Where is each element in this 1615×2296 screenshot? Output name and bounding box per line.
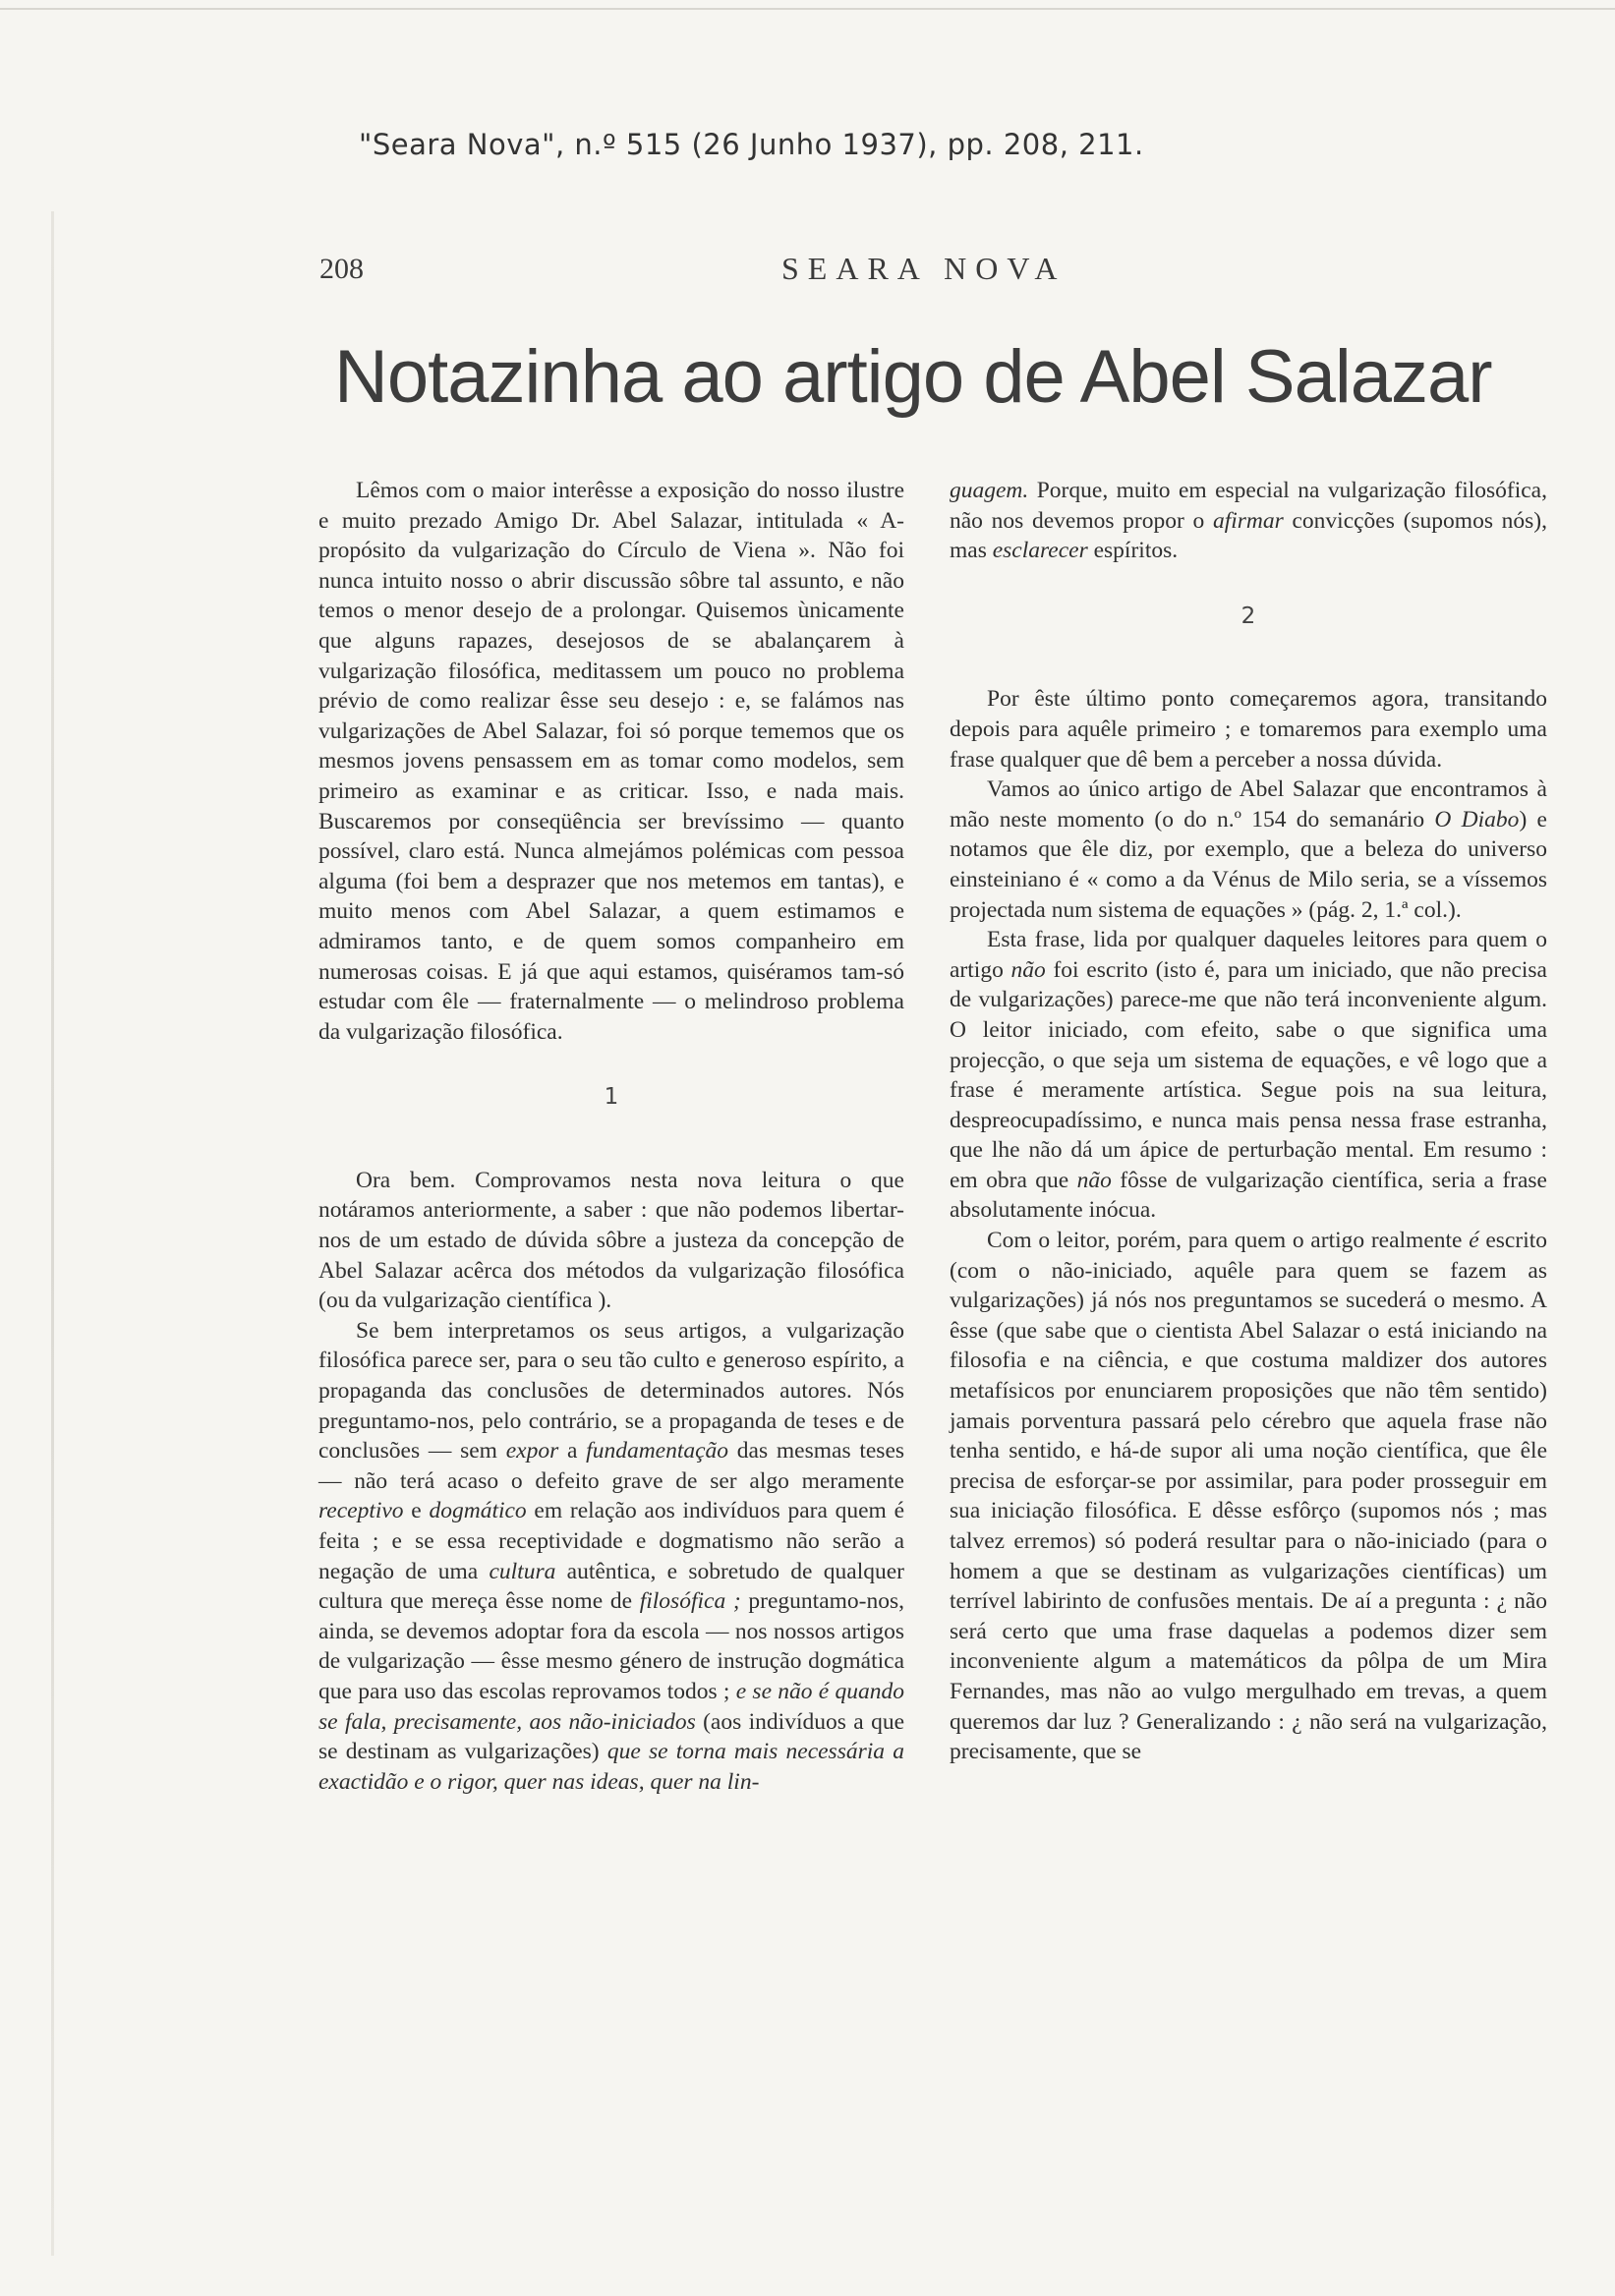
text-run: ) e notamos que êle diz, por exemplo, que a beleza do universo einsteiniano é « como a da Vénus de Milo seria, se a víssemos projectada num sistema de equações » (pág. 2, 1.ª col.). [950,806,1547,923]
section-2-paragraph-2 [950,775,1547,925]
section-1-paragraph-2 [318,1316,904,1798]
left-column [318,476,904,1797]
emphasis-filosofica: filosófica ; [639,1588,741,1615]
right-column [950,476,1547,1767]
emphasis-nao: não [1076,1167,1112,1193]
section-number-2: 2 [1240,603,1256,629]
text-run: Esta frase, lida por qualquer daqueles leitores para quem o artigo [950,927,1547,983]
emphasis-receptivo: receptivo [318,1498,404,1524]
section-1-paragraph-1: Ora bem. Comprovamos nesta nova leitura o que notáramos anteriormente, a saber : que não podemos libertar-nos de um estado de dúvida sôbre a justeza da concepção de Abel Salazar acêrca dos métodos da vulgarização filosófica (ou da vulgarização científica ). [318,1167,904,1314]
continued-paragraph [950,476,1547,566]
text-run: fôsse de vulgarização científica, seria a frase absolutamente inócua. [950,1167,1547,1224]
section-2-paragraph-1: Por êste último ponto começaremos agora, transitando depois para aquêle primeiro ; e tomaremos para exemplo uma frase qualquer que dê bem a perceber a nossa dúvida. [950,686,1547,773]
text-run: convicções (supomos nós), mas [950,507,1548,564]
emphasis-dogmatico: dogmático [429,1498,527,1524]
emphasis-o-diabo: O Diabo [1434,806,1520,832]
text-run: escrito (com o não-iniciado, aquêle para quem se fazem as vulgarizações) já nós nos preguntamos se sucederá o mesmo. A êsse (que sabe que o cientista Abel Salazar o está iniciando na filosofia e na ciência, e que costuma maldizer dos autores metafísicos por enunciarem proposições que não têm sentido) jamais porventura passará pelo cérebro que aquela frase não tenha sentido, e há-de supor ali uma noção científica, que êle precisa de esforçar-se por assimilar, para poder prosseguir em sua iniciação filosófica. E dêsse esfôrço (supomos nós ; mas talvez erremos) só poderá resultar para o não-iniciado (para o homem a que se destinam as vulgarizações científicas) um terrível labirinto de confusões mentais. De aí a pregunta : ¿ não será certo que uma frase daquelas a podemos dizer sem inconveniente algum a matemáticos da pôlpa de um Mira Fernandes, mas não ao vulgo mergulhado em trevas, a quem queremos dar luz ? Generalizando : ¿ não será na vulgarização, precisamente, que se [950,1228,1547,1765]
text-run: preguntamo-nos, ainda, se devemos adoptar fora da escola — nos nossos artigos de vulgarização — êsse mesmo género de instrução dogmática que para uso das escolas reprovamos todos ; [318,1588,905,1704]
running-head: SEARA NOVA [781,251,1067,286]
section-2-paragraph-4 [950,1226,1547,1767]
emphasis-afirmar: afirmar [1212,507,1284,534]
text-run: Vamos ao único artigo de Abel Salazar que encontramos à mão neste momento (o do n.º 154 do semanário [950,776,1547,832]
page-number: 208 [319,253,364,285]
emphasis-cultura: cultura [489,1558,556,1584]
emphasis-exactidao: que se torna mais necessária a exactidão e o rigor, quer nas ideas, quer na lin- [318,1739,904,1795]
text-run: (aos indivíduos a que se destinam as vulgarizações) [318,1708,904,1765]
text-run: autêntica, e sobretudo de qualquer cultura que mereça êsse nome de [318,1558,904,1615]
article-title: Notazinha ao artigo de Abel Salazar [334,335,1492,419]
section-number-1: 1 [604,1084,619,1111]
text-run: foi escrito (isto é, para um iniciado, que não precisa de vulgarizações) parece-me que não terá inconveniente algum. O leitor iniciado, com efeito, sabe o que significa uma projecção, o que seja um sistema de equações, e vê logo que a frase é meramente artística. Segue pois na sua leitura, despreocupadíssimo, e nunca mais pensa nessa frase estranha, que lhe não dá um ápice de perturbação mental. Em resumo : em obra que [950,956,1547,1193]
emphasis-esclarecer: esclarecer [992,538,1088,564]
text-run: em relação aos indivíduos para quem é feita ; e se essa receptividade e dogmatismo não serão a negação de uma [318,1498,904,1584]
citation-line: "Seara Nova", n.º 515 (26 Junho 1937), pp. 208, 211. [359,128,1144,161]
top-edge-line [0,8,1615,10]
emphasis-fundamentacao: fundamentação [586,1438,729,1464]
text-run: espíritos. [1087,538,1179,564]
emphasis-guagem: guagem. [950,478,1029,503]
intro-paragraph: Lêmos com o maior interêsse a exposição do nosso ilustre e muito prezado Amigo Dr. Abel Salazar, intitulada « A-propósito da vulgarização do Círculo de Viena ». Não foi nunca intuito nosso o abrir discussão sôbre tal assunto, e não temos o menor desejo de a prolongar. Quisemos ùnicamente que alguns rapazes, desejosos de se abalançarem à vulgarização filosófica, meditassem um pouco no problema prévio de como realizar êsse seu desejo : e, se falámos nas vulgarizações de Abel Salazar, foi só porque tememos que os mesmos jovens pensassem em as tomar como modelos, sem primeiro as examinar e as criticar. Isso, e nada mais. Buscaremos por conseqüência ser brevíssimo — quanto possível, claro está. Nunca almejámos polémicas com pessoa alguma (foi bem a desprazer que nos metemos em tantas), e muito menos com Abel Salazar, a quem estimamos e admiramos tanto, e de quem somos companheiro em numerosas coisas. E já que aqui estamos, quiséramos tam-só estudar com êle — fraternalmente — o melindroso problema da vulgarização filosófica. [318,478,904,1045]
emphasis-nao-iniciados: e se não é quando se fala, precisamente, aos não-iniciados [318,1678,904,1735]
section-2-paragraph-3 [950,925,1547,1226]
text-run: Com o leitor, porém, para quem o artigo realmente [987,1228,1470,1254]
emphasis-expor: expor [505,1438,559,1464]
text-run: Porque, muito em especial na vulgarização filosófica, não nos devemos propor o [950,478,1547,534]
text-run: e [403,1498,430,1524]
emphasis-e: é [1469,1228,1479,1254]
scan-margin-shadow [51,211,54,2256]
emphasis-nao: não [1010,956,1046,983]
text-run: Se bem interpretamos os seus artigos, a vulgarização filosófica parece ser, para o seu tão culto e generoso espírito, a propaganda das conclusões de determinados autores. Nós preguntamo-nos, pelo contrário, se a propaganda de teses e de conclusões — sem [318,1317,904,1464]
text-run: a [558,1438,587,1464]
text-run: das mesmas teses — não terá acaso o defeito grave de ser algo meramente [318,1438,905,1494]
